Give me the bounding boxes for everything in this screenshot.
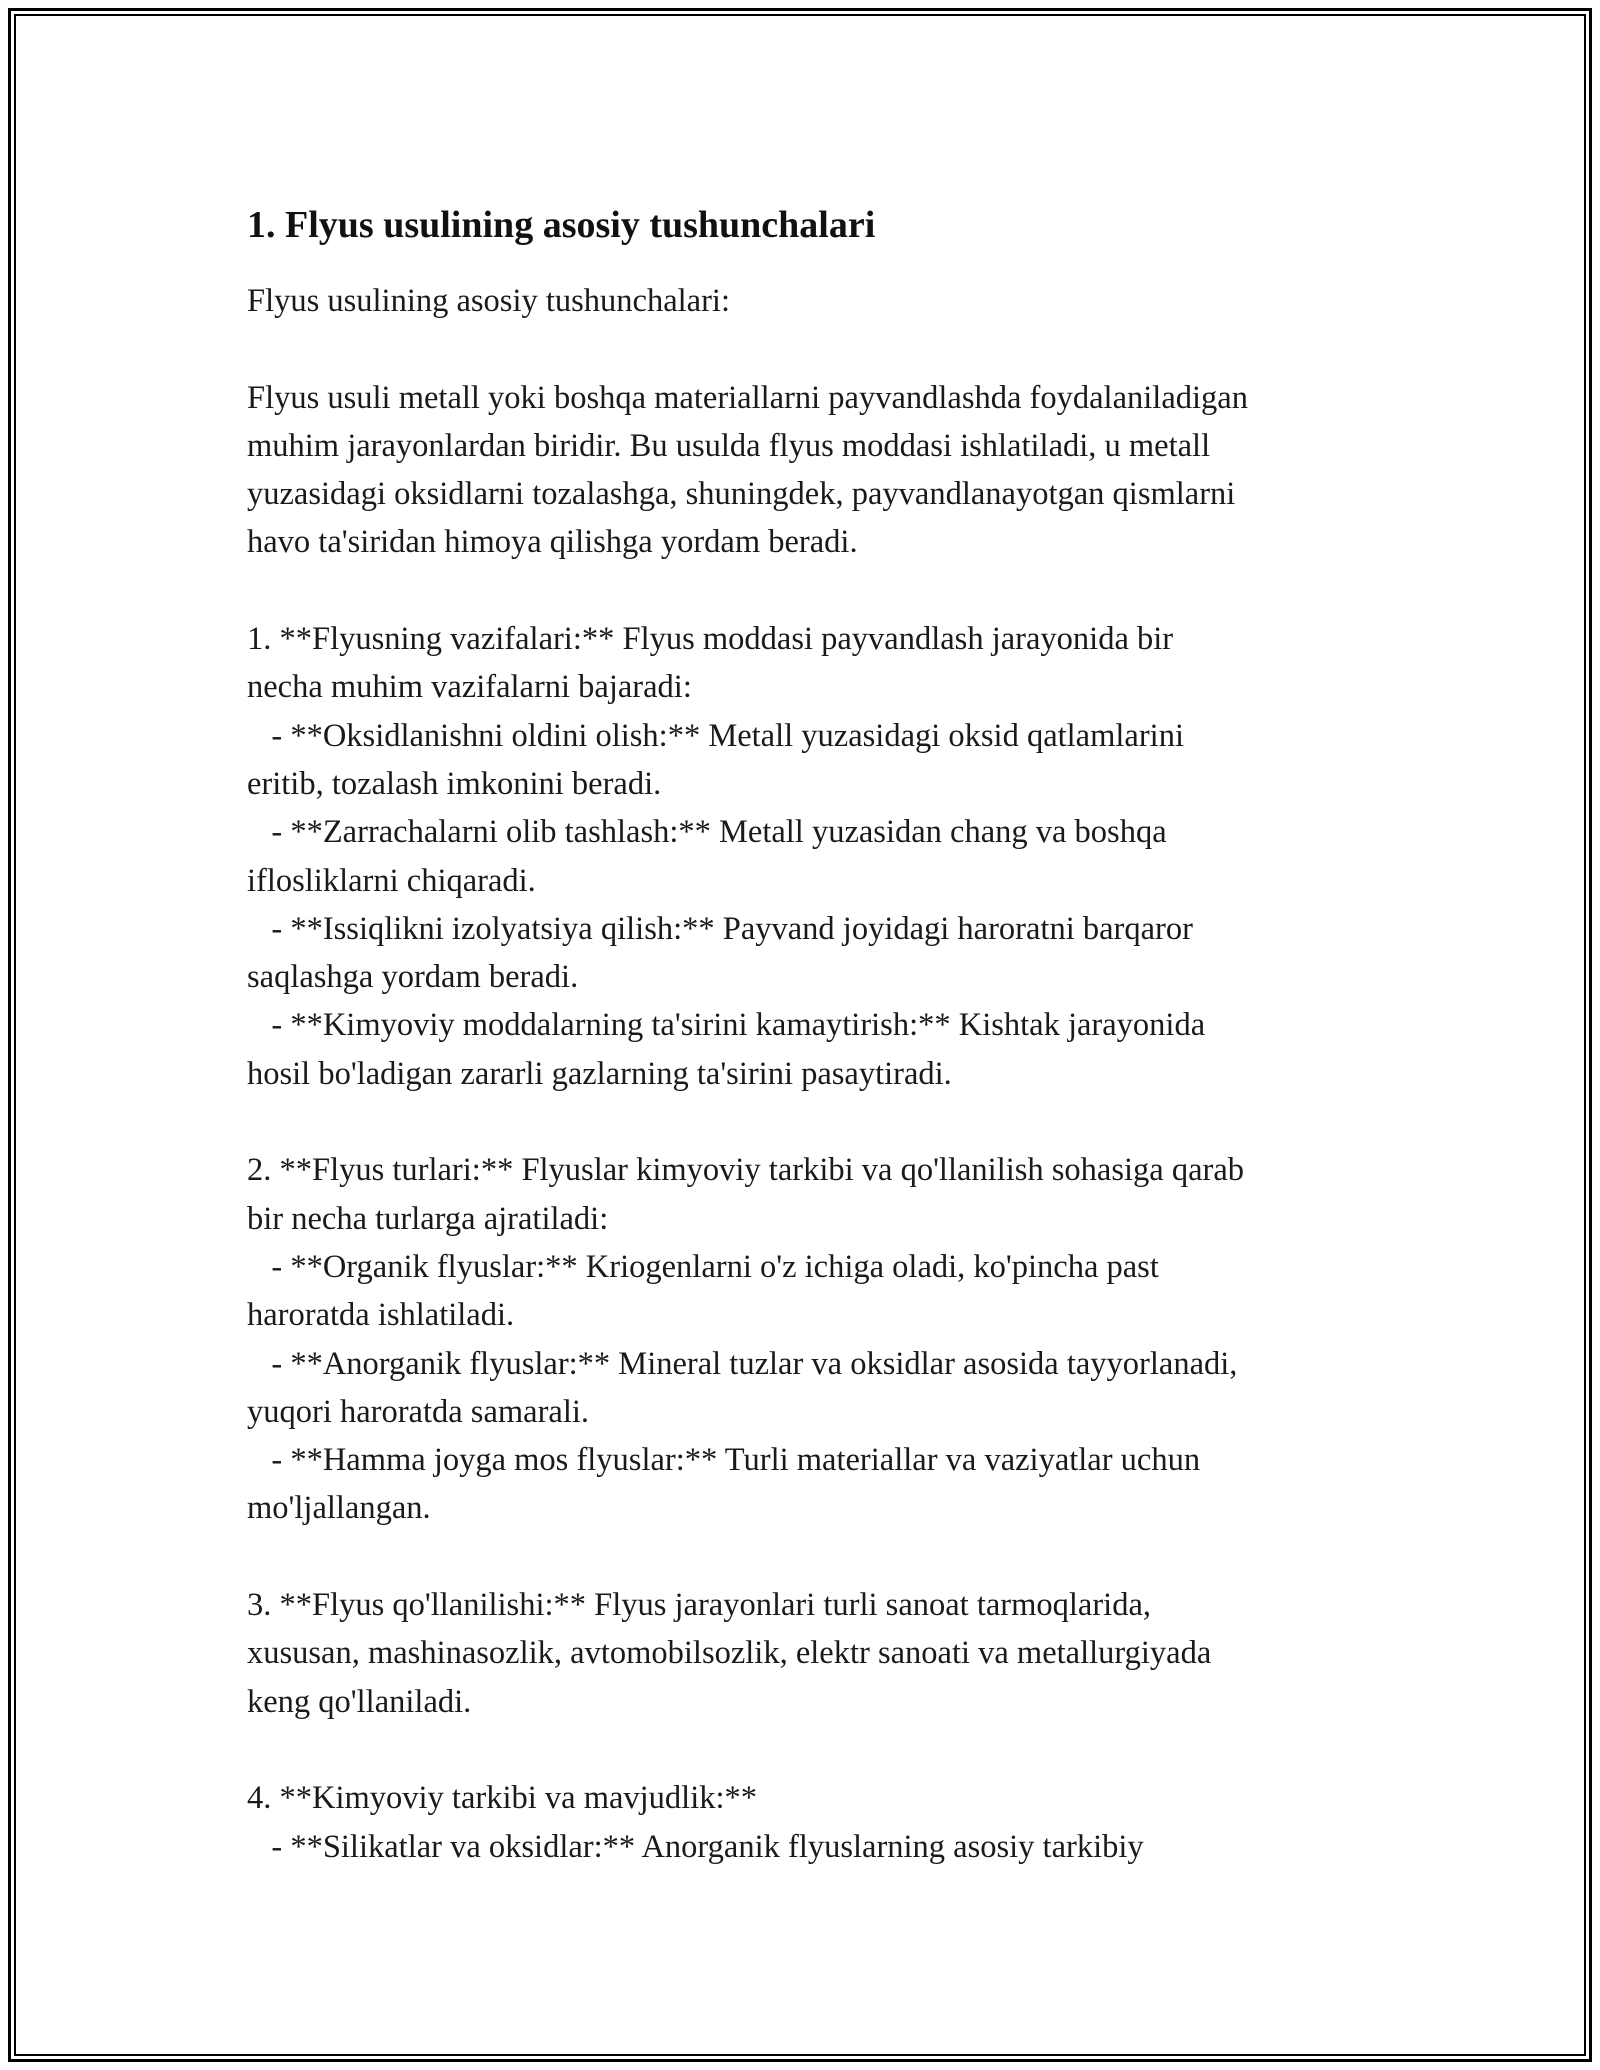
page-frame	[8, 8, 1592, 2062]
document-content	[247, 201, 1417, 1871]
document-title: 1. Flyus usulining asosiy tushunchalari	[247, 204, 876, 246]
document-body: Flyus usulining asosiy tushunchalari: Flyus usuli metall yoki boshqa materiallarni payvandlashda foydalaniladigan muhim jarayonlardan biridir. Bu usulda flyus moddasi ishlatiladi, u metall yuzasidagi oksidlarni tozalashga, shuningdek, payvandlanayotgan qismlarni havo ta'siridan himoya qilishga yordam beradi. 1. **Flyusning vazifalari:** Flyus moddasi payvandlash jarayonida bir necha muhim vazifalarni bajaradi: - **Oksidlanishni oldini olish:** Metall yuzasidagi oksid qatlamlarini eritib, tozalash imkonini beradi. - **Zarrachalarni olib tashlash:** Metall yuzasidan chang va boshqa iflosliklarni chiqaradi. - **Issiqlikni izolyatsiya qilish:** Payvand joyidagi haroratni barqaror saqlashga yordam beradi. - **Kimyoviy moddalarning ta'sirini kamaytirish:** Kishtak jarayonida hosil bo'ladigan zararli gazlarning ta'sirini pasaytiradi. 2. **Flyus turlari:** Flyuslar kimyoviy tarkibi va qo'llanilish sohasiga qarab bir necha turlarga ajratiladi: - **Organik flyuslar:** Kriogenlarni o'z ichiga oladi, ko'pincha past haroratda ishlatiladi. - **Anorganik flyuslar:** Mineral tuzlar va oksidlar asosida tayyorlanadi, yuqori haroratda samarali. - **Hamma joyga mos flyuslar:** Turli materiallar va vaziyatlar uchun mo'ljallangan. 3. **Flyus qo'llanilishi:** Flyus jarayonlari turli sanoat tarmoqlarida, xususan, mashinasozlik, avtomobilsozlik, elektr sanoati va metallurgiyada keng qo'llaniladi. 4. **Kimyoviy tarkibi va mavjudlik:** - **Silikatlar va oksidlar:** Anorganik flyuslarning asosiy tarkibiy	[247, 283, 1248, 1865]
